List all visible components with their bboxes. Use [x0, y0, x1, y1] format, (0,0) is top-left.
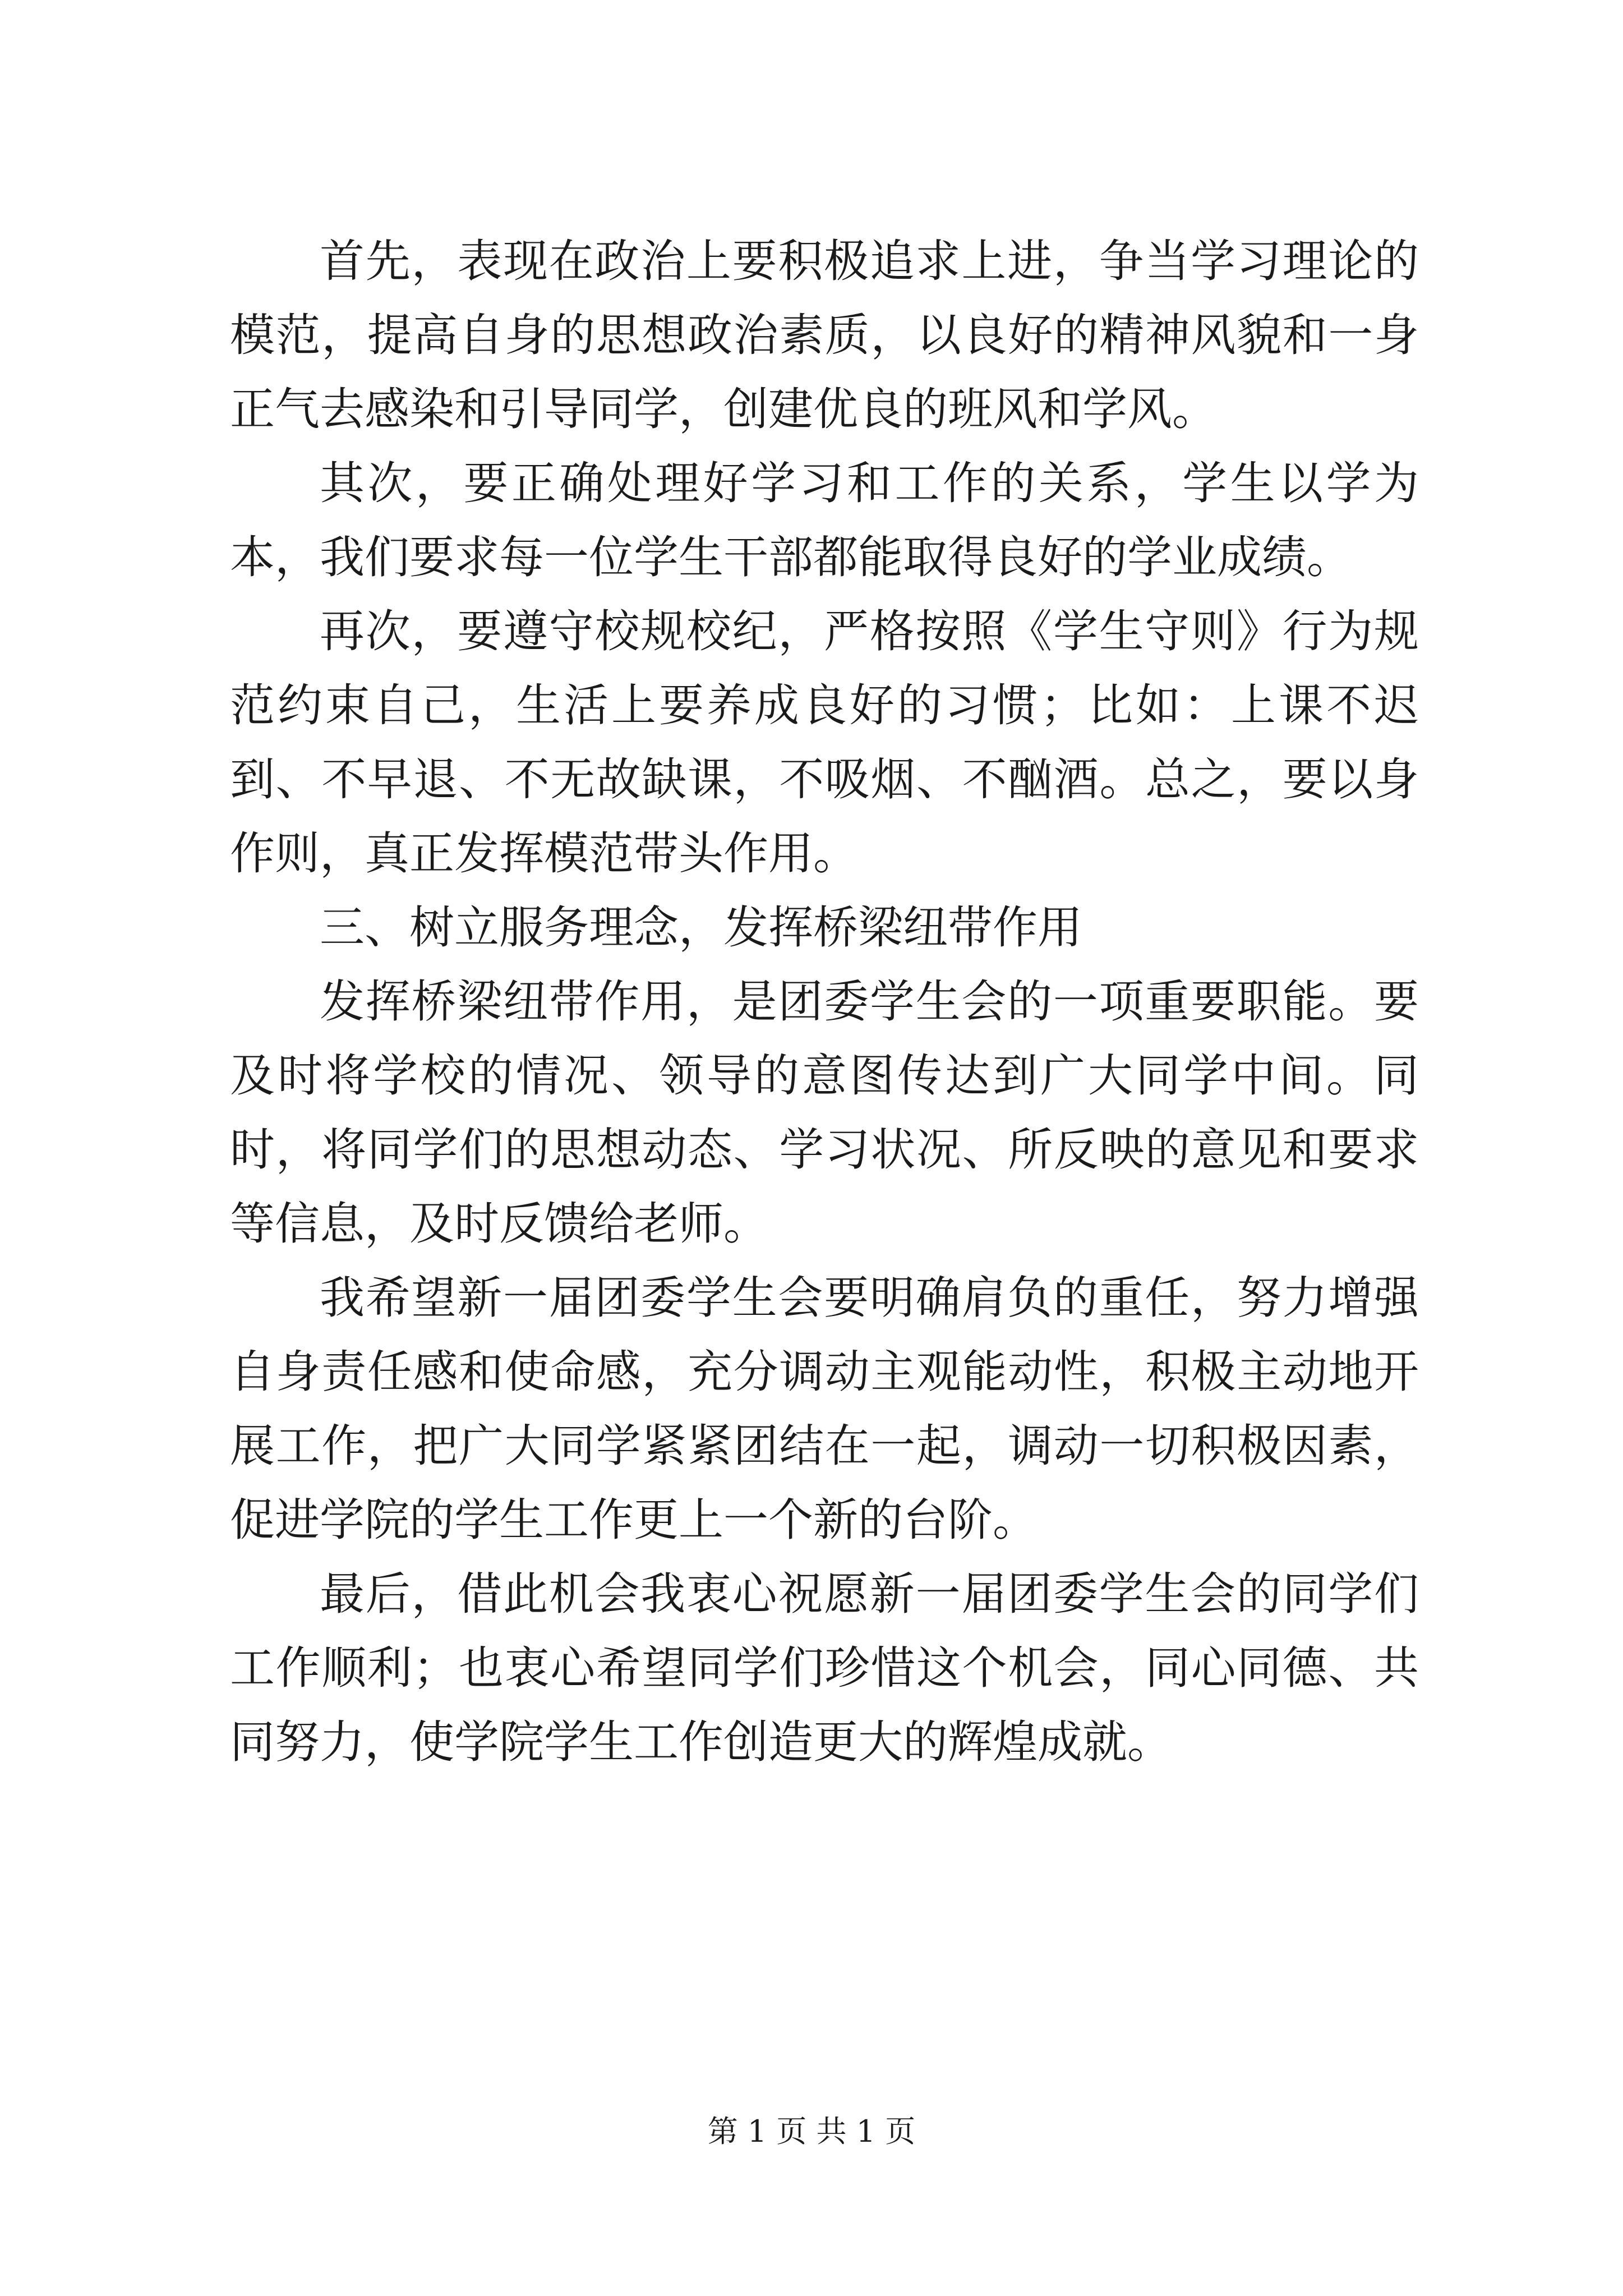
page-number-footer: 第 1 页 共 1 页 [707, 2114, 916, 2149]
paragraph-4: 发挥桥梁纽带作用，是团委学生会的一项重要职能。要及时将学校的情况、领导的意图传达到广大同学中间。同时，将同学们的思想动态、学习状况、所反映的意见和要求等信息，及时反馈给老师。 [230, 976, 1419, 1250]
paragraph-1: 首先，表现在政治上要积极追求上进，争当学习理论的模范，提高自身的思想政治素质，以良好的精神风貌和一身正气去感染和引导同学，创建优良的班风和学风。 [230, 235, 1419, 435]
paragraph-6: 最后，借此机会我衷心祝愿新一届团委学生会的同学们工作顺利；也衷心希望同学们珍惜这个机会，同心同德、共同努力，使学院学生工作创造更大的辉煌成就。 [230, 1568, 1419, 1768]
section-heading: 三、树立服务理念，发挥桥梁纽带作用 [320, 901, 1082, 954]
paragraph-2: 其次，要正确处理好学习和工作的关系，学生以学为本，我们要求每一位学生干部都能取得良好的学业成绩。 [230, 457, 1419, 583]
paragraph-3: 再次，要遵守校规校纪，严格按照《学生守则》行为规范约束自己，生活上要养成良好的习惯；比如：上课不迟到、不早退、不无故缺课，不吸烟、不酗酒。总之，要以身作则，真正发挥模范带头作用。 [230, 605, 1419, 880]
document-body [230, 224, 1419, 1779]
paragraph-5: 我希望新一届团委学生会要明确肩负的重任，努力增强自身责任感和使命感，充分调动主观能动性，积极主动地开展工作，把广大同学紧紧团结在一起，调动一切积极因素，促进学院的学生工作更上一个新的台阶。 [230, 1272, 1419, 1546]
